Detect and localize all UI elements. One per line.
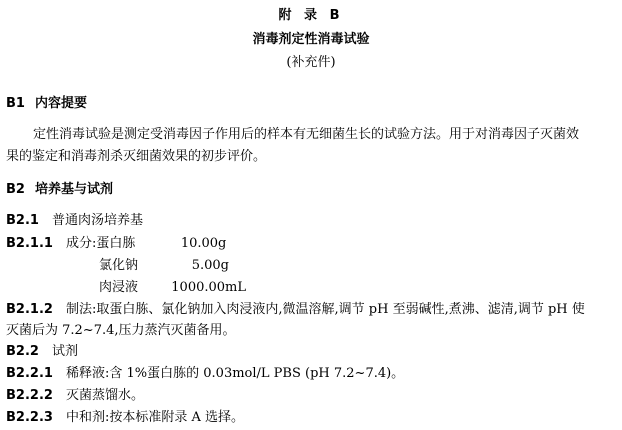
ingredient-name: 肉浸液 — [99, 280, 139, 295]
clause-b2-1 — [6, 213, 143, 229]
ingredient-name: 氯化钠 — [99, 258, 139, 273]
section-title: 内容提要 — [34, 96, 87, 111]
section-b1-heading — [6, 96, 87, 112]
clause-number: B2.2.1 — [6, 366, 53, 381]
ingredient-amount: 1000.00mL — [171, 280, 246, 295]
clause-number: B2.2 — [6, 344, 39, 359]
clause-b2-2-1 — [6, 366, 404, 382]
ingredient-amount: 10.00g — [180, 236, 227, 251]
clause-text: 试剂 — [52, 344, 79, 359]
clause-text: 稀释液:含 1%蛋白胨的 0.03mol/L PBS (pH 7.2~7.4)。 — [66, 366, 405, 381]
section-b2-heading — [6, 182, 113, 198]
clause-number: B2.2.3 — [6, 410, 53, 425]
clause-b2-2-2 — [6, 388, 144, 404]
clause-b2-1-2 — [6, 302, 585, 318]
section-title: 培养基与试剂 — [34, 182, 113, 197]
section-b1-paragraph-line: 果的鉴定和消毒剂杀灭细菌效果的初步评价。 — [6, 149, 267, 164]
clause-number: B2.1.2 — [6, 302, 53, 317]
ingredient-name: 蛋白胨 — [96, 236, 136, 251]
clause-number: B2.2.2 — [6, 388, 53, 403]
ingredient-row — [99, 258, 229, 274]
clause-b2-1-2-continuation: 灭菌后为 7.2~7.4,压力蒸汽灭菌备用。 — [6, 323, 236, 338]
clause-number: B2.1 — [6, 213, 39, 228]
document-title: 消毒剂定性消毒试验 — [252, 32, 370, 47]
section-b1-paragraph-line: 定性消毒试验是测定受消毒因子作用后的样本有无细菌生长的试验方法。用于对消毒因子灭菌效 — [33, 127, 580, 142]
section-number: B1 — [6, 96, 25, 111]
ingredient-row — [99, 280, 246, 296]
clause-text: 中和剂:按本标准附录 A 选择。 — [66, 410, 245, 425]
clause-text: 灭菌蒸馏水。 — [66, 388, 145, 403]
section-number: B2 — [6, 182, 25, 197]
clause-text: 制法:取蛋白胨、氯化钠加入肉浸液内,微温溶解,调节 pH 至弱碱性,煮沸、滤清,调节 pH 使 — [66, 302, 585, 317]
clause-b2-2 — [6, 344, 78, 360]
clause-b2-2-3 — [6, 410, 244, 426]
clause-text: 普通肉汤培养基 — [52, 213, 144, 228]
ingredients-label: 成分: — [66, 236, 97, 251]
clause-b2-1-1 — [6, 236, 226, 252]
appendix-label: 附 录 B — [278, 8, 344, 23]
document-subtitle: (补充件) — [286, 55, 336, 70]
clause-number: B2.1.1 — [6, 236, 53, 251]
ingredient-amount: 5.00g — [191, 258, 229, 273]
